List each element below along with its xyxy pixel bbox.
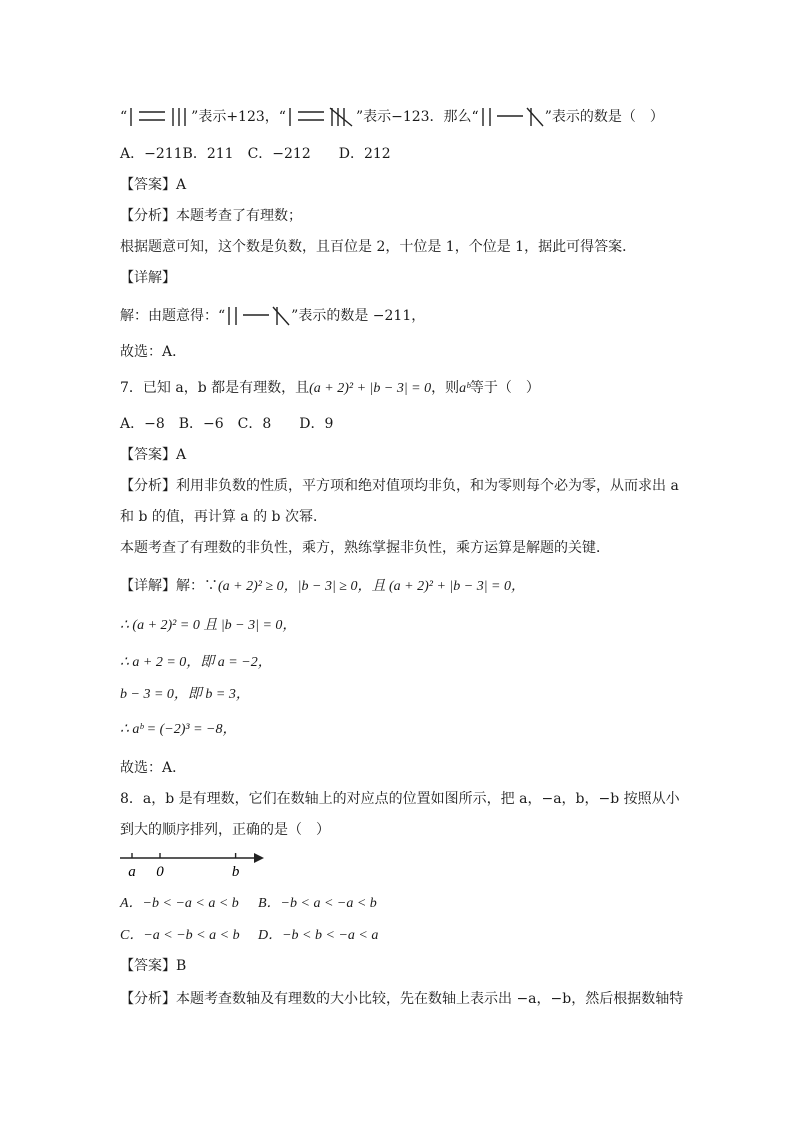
number-line-label-1: 0 xyxy=(156,864,164,880)
q6-answer: 【答案】A xyxy=(120,177,187,193)
q8-option-b: B．−b < a < −a < b xyxy=(258,896,377,911)
q8-option-d: D．−b < b < −a < a xyxy=(258,928,379,943)
q6-stem-open2: “ xyxy=(278,109,286,125)
counting-rods-question-icon xyxy=(479,106,545,128)
q7-stem-expr: (a + 2)² + |b − 3| = 0 xyxy=(309,381,432,396)
q7-stem xyxy=(120,378,540,399)
q8-analysis-1: 【分析】本题考查数轴及有理数的大小比较，先在数轴上表示出 −a，−b，然后根据数轴特 xyxy=(120,991,684,1007)
q6-stem-open1: “ xyxy=(120,109,128,125)
q8-option-c: C．−a < −b < a < b xyxy=(120,928,240,943)
q8-option-a: A．−b < −a < a < b xyxy=(120,896,239,911)
q6-analysis-2: 根据题意可知，这个数是负数，且百位是 2，十位是 1，个位是 1，据此可得答案． xyxy=(120,239,637,255)
q7-stem-b: ，则 xyxy=(431,380,460,396)
q7-detail-2: ∴ (a + 2)² = 0 且 |b − 3| = 0， xyxy=(120,618,297,633)
q7-stem-pow: aᵇ xyxy=(459,381,470,396)
q7-analysis-3: 本题考查了有理数的非负性，乘方，熟练掌握非负性，乘方运算是解题的关键． xyxy=(120,540,610,556)
q7-stem-c: 等于（ ） xyxy=(469,380,540,396)
q6-detail-pre: 解：由题意得：“ xyxy=(120,308,226,324)
q6-stem-close3: ”表示的数是（ ） xyxy=(544,109,664,125)
q7-options: A．−8 B．−6 C．8 D．9 xyxy=(120,416,334,432)
number-line-label-0: a xyxy=(128,864,136,880)
q7-detail-1-expr: (a + 2)² ≥ 0，|b − 3| ≥ 0，且 (a + 2)² + |b − 3| = 0， xyxy=(218,579,525,594)
q6-stem xyxy=(120,106,664,128)
q7-detail-5: ∴ aᵇ = (−2)³ = −8， xyxy=(120,722,237,737)
q6-analysis-tag: 【分析】 xyxy=(120,208,176,224)
q8-answer: 【答案】B xyxy=(120,958,187,974)
q6-detail-tag: 【详解】 xyxy=(120,270,176,286)
q6-detail-post: ”表示的数是 −211， xyxy=(291,308,426,324)
counting-rods-minus-123-icon xyxy=(286,106,356,128)
q7-analysis-2: 和 b 的值，再计算 a 的 b 次幂． xyxy=(120,509,327,525)
counting-rods-plus-123-icon xyxy=(127,106,191,128)
q7-stem-a: 7．已知 a，b 都是有理数，且 xyxy=(120,380,310,396)
q7-conclusion: 故选：A． xyxy=(120,760,187,776)
q6-stem-close1: ”表示+123， xyxy=(191,109,279,125)
q8-stem-2: 到大的顺序排列，正确的是（ ） xyxy=(120,822,330,838)
q7-detail-1 xyxy=(120,576,525,597)
q6-analysis-text: 本题考查了有理数； xyxy=(176,208,302,224)
number-line-arrow-icon xyxy=(254,853,264,863)
q7-detail-4: b − 3 = 0，即 b = 3， xyxy=(120,687,250,702)
counting-rods-answer-icon xyxy=(225,305,291,327)
q8-options-row-2 xyxy=(120,925,378,946)
number-line-figure xyxy=(118,848,278,884)
q7-detail-3: ∴ a + 2 = 0，即 a = −2， xyxy=(120,655,272,670)
q7-answer: 【答案】A xyxy=(120,447,187,463)
q6-analysis xyxy=(120,206,302,226)
q6-detail xyxy=(120,305,425,327)
q7-analysis-1: 【分析】利用非负数的性质，平方项和绝对值项均非负，和为零则每个必为零，从而求出 a xyxy=(120,478,679,494)
q7-detail-1-tag: 【详解】解：∵ xyxy=(120,578,218,594)
q8-options-row-1 xyxy=(120,893,377,914)
number-line-label-2: b xyxy=(231,864,240,880)
q6-conclusion: 故选：A． xyxy=(120,344,187,360)
q8-stem-1: 8．a，b 是有理数，它们在数轴上的对应点的位置如图所示，把 a，−a，b，−b 按照从小 xyxy=(120,791,680,807)
q6-options: A．−211B．211 C．−212 D．212 xyxy=(120,146,391,162)
q6-stem-close2: ”表示−123．那么“ xyxy=(355,109,479,125)
